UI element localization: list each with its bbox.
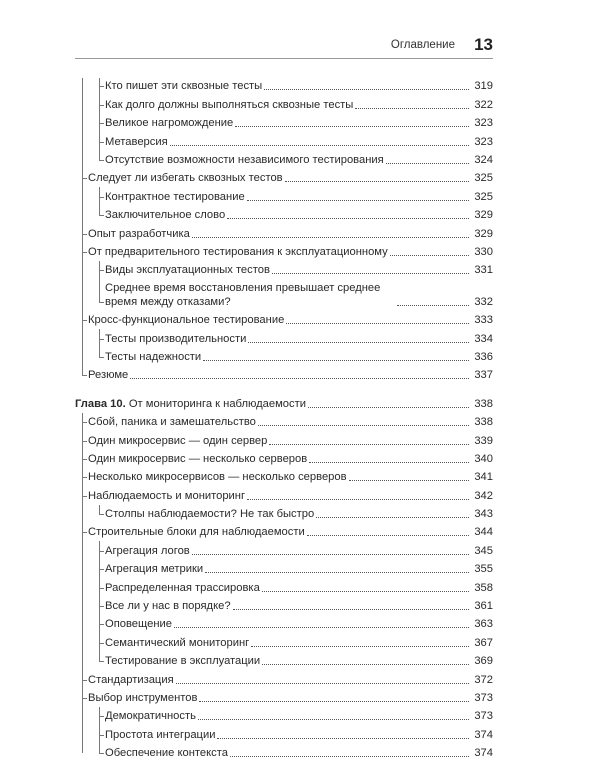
- toc-entry: [75, 167, 493, 185]
- hierarchy-tick: [99, 339, 104, 340]
- dot-leader: [192, 554, 469, 555]
- hierarchy-tick: [99, 588, 104, 589]
- toc-entry-page: 343: [474, 508, 493, 521]
- toc-entry-page: 372: [474, 673, 493, 686]
- hierarchy-tick: [99, 606, 104, 607]
- toc-entry-title: Семантический мониторинг: [105, 636, 250, 649]
- hierarchy-tick: [82, 496, 87, 497]
- toc-entry: [75, 668, 493, 686]
- toc-entry: [75, 558, 493, 576]
- toc-entry: [75, 185, 493, 203]
- hierarchy-tick: [99, 514, 104, 515]
- dot-leader: [233, 609, 469, 610]
- toc-entry-page: 329: [474, 227, 493, 240]
- toc-entry-page: 336: [474, 350, 493, 363]
- toc-entry: [75, 327, 493, 345]
- dot-leader: [390, 255, 469, 256]
- hierarchy-tick: [82, 680, 87, 681]
- hierarchy-tick: [82, 477, 87, 478]
- toc-entry-title: Тестирование в эксплуатации: [105, 655, 261, 668]
- toc-entry-page: 344: [474, 526, 493, 539]
- toc-entry-title: Стандартизация: [88, 673, 174, 686]
- toc-entry: [75, 112, 493, 130]
- dot-leader: [264, 89, 469, 90]
- dot-leader: [309, 462, 469, 463]
- hierarchy-tick: [99, 197, 104, 198]
- hierarchy-tick: [82, 422, 87, 423]
- toc-entry-page: 340: [474, 452, 493, 465]
- dot-leader: [227, 218, 469, 219]
- toc-entry-page: 329: [474, 209, 493, 222]
- hierarchy-tick: [82, 375, 87, 376]
- hierarchy-tick: [99, 105, 104, 106]
- toc-entry-page: 358: [474, 581, 493, 594]
- dot-leader: [199, 701, 469, 702]
- hierarchy-tick: [99, 643, 104, 644]
- toc-entry-title: Контрактное тестирование: [105, 190, 245, 203]
- toc-entry-page: 331: [474, 264, 493, 277]
- hierarchy-line: [99, 78, 100, 160]
- toc-entry-title: Заключительное слово: [105, 209, 226, 222]
- toc-entry-page: 338: [474, 397, 493, 410]
- dot-leader: [203, 360, 469, 361]
- toc-entry: [75, 429, 493, 447]
- hierarchy-tick: [99, 551, 104, 552]
- toc-entry-page: 367: [474, 636, 493, 649]
- hierarchy-line: [99, 261, 100, 302]
- toc-entry-page: 338: [474, 416, 493, 429]
- toc-entry-page: 363: [474, 618, 493, 631]
- toc-entry: [75, 222, 493, 240]
- toc-entry: [75, 723, 493, 741]
- toc-entry-title: Как долго должны выполняться сквозные тесты: [105, 98, 354, 111]
- hierarchy-line: [99, 187, 100, 215]
- table-of-contents: [75, 75, 493, 760]
- hierarchy-tick: [82, 320, 87, 321]
- toc-entry: [75, 204, 493, 222]
- toc-entry: [75, 631, 493, 649]
- dot-leader: [130, 378, 469, 379]
- dot-leader: [258, 425, 469, 426]
- page-number: 13: [474, 35, 493, 54]
- toc-entry-page: 323: [474, 135, 493, 148]
- toc-entry: [75, 539, 493, 557]
- toc-entry-page: 374: [474, 728, 493, 741]
- toc-entry: [75, 93, 493, 111]
- dot-leader: [286, 323, 469, 324]
- hierarchy-tick: [82, 532, 87, 533]
- dot-leader: [355, 108, 469, 109]
- toc-entry-title: Сбой, паника и замешательство: [88, 416, 256, 429]
- hierarchy-tick: [99, 86, 104, 87]
- toc-entry: [75, 595, 493, 613]
- toc-entry-page: 337: [474, 369, 493, 382]
- toc-entry-title: [75, 397, 306, 411]
- dot-leader: [230, 756, 469, 757]
- hierarchy-tick: [99, 569, 104, 570]
- toc-entry: [75, 259, 493, 277]
- toc-entry-title: Все ли у нас в порядке?: [105, 600, 231, 613]
- toc-entry-page: 342: [474, 489, 493, 502]
- chapter-title: От мониторинга к наблюдаемости: [128, 397, 306, 410]
- toc-entry-title: Тесты производительности: [105, 332, 247, 345]
- dot-leader: [349, 480, 469, 481]
- toc-entry-title: Обеспечение контекста: [105, 747, 228, 760]
- dot-leader: [174, 627, 469, 628]
- section-title: Оглавление: [390, 39, 455, 51]
- hierarchy-tick: [82, 178, 87, 179]
- toc-entry-title: Виды эксплуатационных тестов: [105, 264, 270, 277]
- toc-entry-title: Несколько микросервисов — несколько серверов: [88, 471, 347, 484]
- toc-entry-title: Один микросервис — несколько серверов: [88, 452, 308, 465]
- dot-leader: [205, 572, 469, 573]
- toc-entry-title: Наблюдаемость и мониторинг: [88, 489, 246, 502]
- toc-entry-title: Среднее время восстановления превышает среднее время между отказами?: [105, 281, 381, 308]
- dot-leader: [269, 444, 469, 445]
- toc-entry-page: 324: [474, 153, 493, 166]
- dot-leader: [262, 591, 469, 592]
- toc-entry-title: Агрегация логов: [105, 544, 190, 557]
- hierarchy-tick: [99, 142, 104, 143]
- toc-entry: [75, 149, 493, 167]
- toc-entry-page: 330: [474, 245, 493, 258]
- hierarchy-line: [99, 505, 100, 514]
- toc-entry: [75, 309, 493, 327]
- hierarchy-tick: [99, 716, 104, 717]
- toc-entry-title: Простота интеграции: [105, 728, 216, 741]
- dot-leader: [176, 683, 469, 684]
- toc-entry: [75, 277, 493, 309]
- dot-leader: [198, 719, 469, 720]
- hierarchy-tick: [82, 698, 87, 699]
- toc-entry-page: 323: [474, 117, 493, 130]
- toc-entry-title: Демократичность: [105, 710, 196, 723]
- hierarchy-tick: [99, 215, 104, 216]
- hierarchy-tick: [82, 459, 87, 460]
- toc-entry-title: Один микросервис — один сервер: [88, 434, 268, 447]
- dot-leader: [251, 646, 469, 647]
- toc-entry: [75, 503, 493, 521]
- toc-entry: [75, 484, 493, 502]
- toc-entry: [75, 613, 493, 631]
- toc-entry-title: Строительные блоки для наблюдаемости: [88, 526, 305, 539]
- hierarchy-line: [99, 329, 100, 357]
- toc-entry-title: Кто пишет эти сквозные тесты: [105, 80, 263, 93]
- toc-entry-page: 332: [474, 295, 493, 308]
- toc-entry-page: 333: [474, 314, 493, 327]
- toc-entry-title: Резюме: [88, 369, 129, 382]
- header-rule: [75, 58, 493, 59]
- hierarchy-tick: [99, 624, 104, 625]
- hierarchy-tick: [99, 160, 104, 161]
- dot-leader: [307, 535, 469, 536]
- toc-entry-title: Тесты надежности: [105, 350, 202, 363]
- toc-entry-title: Столпы наблюдаемости? Не так быстро: [105, 508, 315, 521]
- toc-entry: [75, 241, 493, 259]
- dot-leader: [397, 305, 469, 306]
- toc-entry-page: 339: [474, 434, 493, 447]
- toc-entry: [75, 742, 493, 760]
- dot-leader: [247, 200, 469, 201]
- toc-entry-title: Выбор инструментов: [88, 692, 198, 704]
- hierarchy-line: [99, 707, 100, 753]
- toc-entry-page: 341: [474, 471, 493, 484]
- dot-leader: [308, 407, 469, 408]
- hierarchy-tick: [99, 123, 104, 124]
- dot-leader: [217, 738, 469, 739]
- dot-leader: [192, 237, 469, 238]
- toc-entry: [75, 75, 493, 93]
- hierarchy-tick: [82, 441, 87, 442]
- toc-entry-title: От предварительного тестирования к эксплуатационному: [88, 245, 388, 258]
- toc-entry-title: Опыт разработчика: [88, 227, 190, 240]
- hierarchy-tick: [99, 270, 104, 271]
- dot-leader: [235, 126, 469, 127]
- toc-entry: [75, 448, 493, 466]
- toc-entry: [75, 705, 493, 723]
- toc-entry-title: Оповещение: [105, 618, 172, 631]
- toc-entry-title: Отсутствие возможности независимого тестирования: [105, 153, 384, 166]
- toc-entry: [75, 521, 493, 539]
- toc-entry-page: 334: [474, 332, 493, 345]
- toc-entry: [75, 411, 493, 429]
- toc-entry-page: 325: [474, 190, 493, 203]
- toc-entry-page: 373: [474, 710, 493, 723]
- toc-entry-page: 319: [474, 80, 493, 93]
- toc-entry-title: Метаверсия: [105, 135, 168, 148]
- toc-chapter-entry: [75, 392, 493, 410]
- hierarchy-tick: [99, 735, 104, 736]
- chapter-label: Глава 10.: [75, 397, 126, 410]
- dot-leader: [272, 273, 469, 274]
- toc-entry-page: 355: [474, 563, 493, 576]
- toc-entry: [75, 650, 493, 668]
- toc-entry-page: 369: [474, 655, 493, 668]
- hierarchy-tick: [82, 252, 87, 253]
- toc-entry: [75, 364, 493, 382]
- toc-entry: [75, 130, 493, 148]
- dot-leader: [247, 499, 469, 500]
- toc-entry: [75, 346, 493, 364]
- hierarchy-tick: [99, 661, 104, 662]
- toc-entry: [75, 687, 493, 705]
- hierarchy-line: [82, 413, 83, 753]
- toc-entry-page: 361: [474, 600, 493, 613]
- toc-entry-title: Распределенная трассировка: [105, 581, 260, 594]
- hierarchy-tick: [82, 234, 87, 235]
- hierarchy-line: [82, 78, 83, 375]
- toc-entry-title: Следует ли избегать сквозных тестов: [88, 172, 283, 185]
- dot-leader: [248, 342, 469, 343]
- dot-leader: [170, 145, 469, 146]
- toc-entry-page: 374: [474, 747, 493, 760]
- toc-entry-page: 345: [474, 544, 493, 557]
- toc-entry-page: 325: [474, 172, 493, 185]
- toc-entry-title: Кросс-функциональное тестирование: [88, 314, 285, 327]
- running-header: [75, 35, 493, 55]
- hierarchy-tick: [99, 302, 104, 303]
- toc-entry-title: Агрегация метрики: [105, 563, 204, 576]
- dot-leader: [285, 181, 469, 182]
- toc-entry: [75, 466, 493, 484]
- toc-entry-title: Великое нагромождение: [105, 117, 234, 130]
- dot-leader: [386, 163, 469, 164]
- toc-entry: [75, 576, 493, 594]
- dot-leader: [262, 664, 469, 665]
- toc-entry-page: 322: [474, 98, 493, 111]
- hierarchy-tick: [99, 753, 104, 754]
- hierarchy-tick: [99, 357, 104, 358]
- dot-leader: [316, 517, 469, 518]
- toc-entry-page: 373: [474, 692, 493, 704]
